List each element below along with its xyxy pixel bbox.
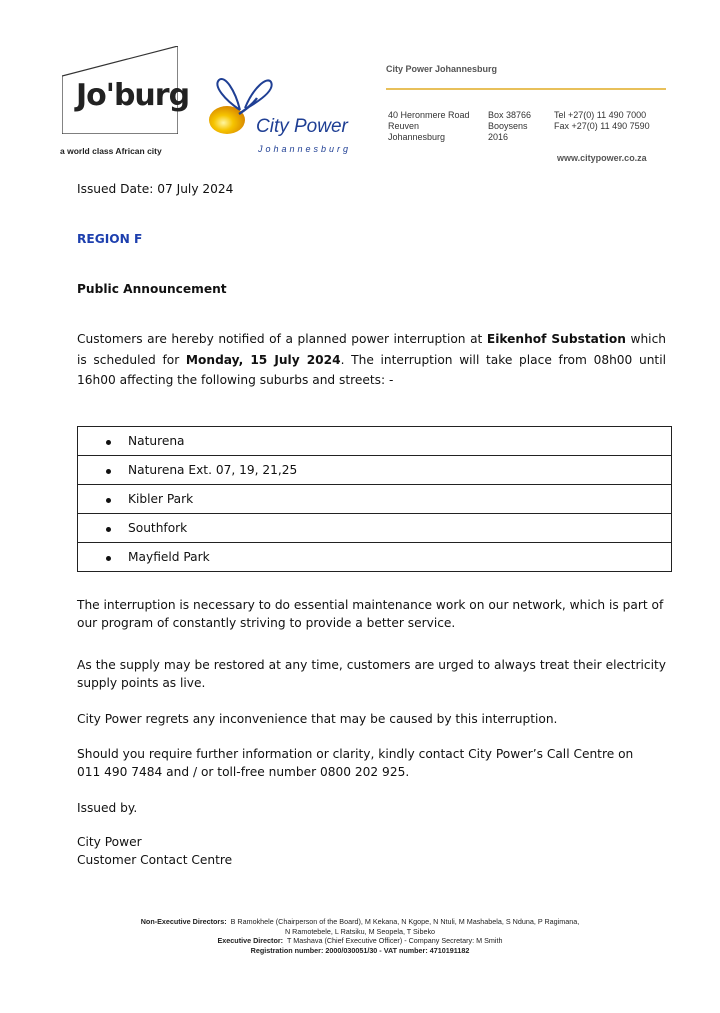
table-row: [78, 427, 672, 456]
suburb-name: Southfork: [128, 521, 188, 535]
region-heading: REGION F: [77, 232, 143, 246]
suburb-cell: [78, 456, 672, 485]
website-link[interactable]: www.citypower.co.za: [557, 153, 647, 163]
bullet-icon: [106, 556, 111, 561]
contact-line: 011 490 7484 and / or toll-free number 0800 202 925.: [77, 764, 410, 779]
suburbs-table: [77, 426, 672, 572]
footer-line: N Ramotebele, L Ratsiku, M Seopela, T Sibeko: [284, 926, 436, 936]
intro-text: which is scheduled for: [77, 332, 666, 367]
suburb-cell: [78, 514, 672, 543]
announcement-heading: Public Announcement: [77, 282, 227, 296]
intro-text: . The interruption will take place from 08h00 until 16h00 affecting the following suburbs and streets: -: [77, 352, 666, 387]
suburb-cell: [78, 485, 672, 514]
signoff-block: [77, 833, 666, 869]
footer-text: T Mashava (Chief Executive Officer) - Company Secretary: M Smith: [287, 936, 503, 946]
phone-block: [554, 110, 650, 132]
contact-paragraph: [77, 746, 666, 781]
suburb-cell: [78, 427, 672, 456]
suburb-name: Kibler Park: [128, 492, 194, 506]
table-row: [78, 485, 672, 514]
contact-line: Should you require further information or clarity, kindly contact City Power’s Call Centre on: [77, 747, 634, 761]
bullet-icon: [106, 498, 111, 503]
substation-name: Eikenhof Substation: [486, 332, 626, 346]
intro-paragraph: [77, 329, 666, 391]
table-row: [78, 514, 672, 543]
footer: [0, 917, 720, 955]
signoff-line: City Power: [77, 835, 142, 849]
suburb-name: Mayfield Park: [128, 550, 210, 564]
citypower-logo-subtext: Johannesburg: [258, 144, 352, 154]
citypower-logo-text: City Power: [256, 116, 348, 137]
issued-date: Issued Date: 07 July 2024: [77, 182, 234, 196]
joburg-tagline: a world class African city: [60, 146, 162, 156]
bullet-icon: [106, 440, 111, 445]
bullet-icon: [106, 469, 111, 474]
bullet-icon: [106, 527, 111, 532]
joburg-logo-text: Jo'burg: [76, 78, 190, 113]
address-line: 40 Heronmere Road: [388, 110, 470, 120]
footer-text: B Ramokhele (Chairperson of the Board), M Kekana, N Kgope, N Ntuli, M Mashabela, S Nduna, P Ragimana,: [230, 917, 580, 926]
address-line: Reuven: [388, 121, 420, 131]
footer-line: [0, 936, 720, 946]
maintenance-paragraph: The interruption is necessary to do essential maintenance work on our network, which is part of our program of constantly striving to provide a better service.: [77, 598, 664, 630]
intro-text: Customers are hereby notified of a planned power interruption at: [77, 332, 487, 346]
table-row: [78, 456, 672, 485]
footer-line: [0, 917, 720, 927]
footer-label: Executive Director:: [217, 936, 284, 946]
regret-paragraph: City Power regrets any inconvenience that may be caused by this interruption.: [77, 712, 558, 726]
postbox-block: [488, 110, 531, 143]
signoff-line: Customer Contact Centre: [77, 853, 233, 867]
suburb-cell: [78, 543, 672, 572]
address-line: Johannesburg: [388, 132, 446, 142]
issued-by: Issued by.: [77, 801, 138, 815]
suburb-name: Naturena: [128, 434, 185, 448]
suburb-name: Naturena Ext. 07, 19, 21,25: [128, 463, 298, 477]
phone-line: Tel +27(0) 11 490 7000: [554, 110, 647, 120]
address-block: [388, 110, 470, 143]
supply-paragraph: As the supply may be restored at any time, customers are urged to always treat their electricity supply points as live.: [77, 658, 666, 690]
header-divider: [386, 88, 666, 90]
interruption-date: Monday, 15 July 2024: [185, 352, 341, 367]
phone-line: Fax +27(0) 11 490 7590: [554, 121, 650, 131]
footer-line: Registration number: 2000/030051/30 - VAT number: 4710191182: [250, 945, 470, 955]
company-name: City Power Johannesburg: [386, 64, 498, 74]
footer-label: Non-Executive Directors:: [140, 917, 227, 926]
postbox-line: Box 38766: [488, 110, 532, 120]
postbox-line: 2016: [488, 132, 509, 142]
postbox-line: Booysens: [488, 121, 528, 131]
table-row: [78, 543, 672, 572]
